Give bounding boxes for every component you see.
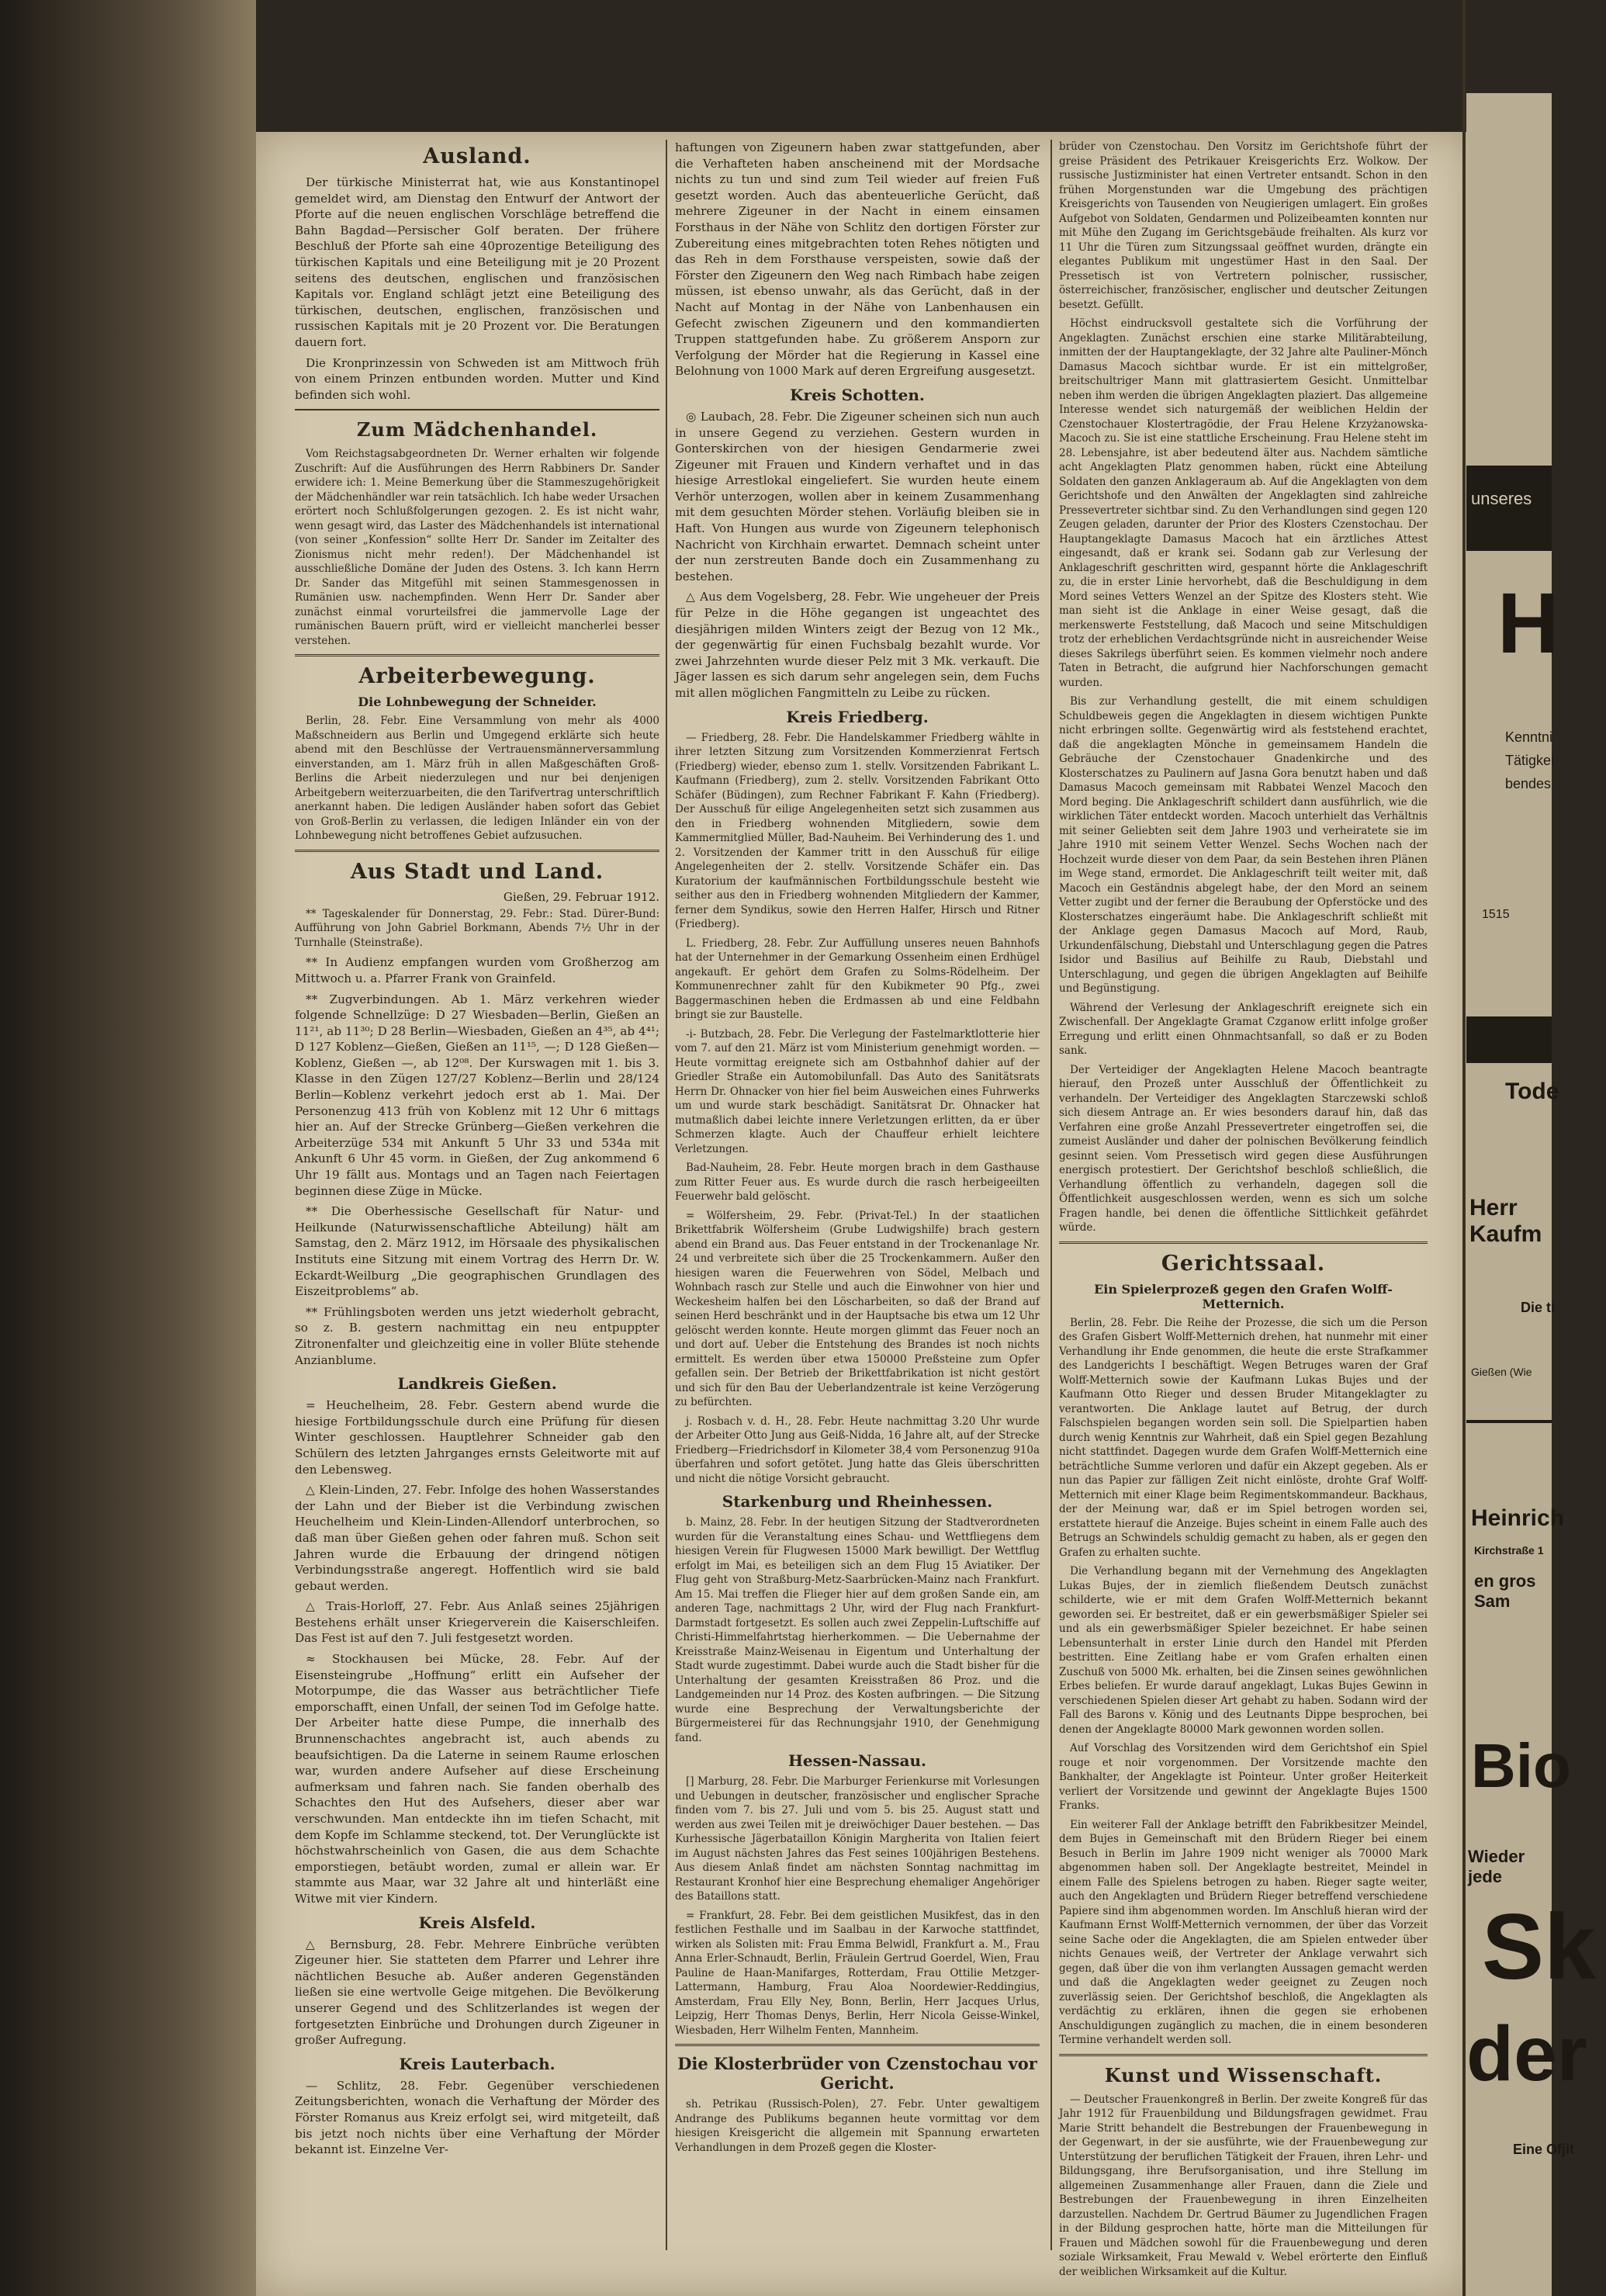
subheading: Ein Spielerprozeß gegen den Grafen Wolff-Metternich.	[1094, 1281, 1393, 1311]
article-text: [] Marburg, 28. Febr. Die Marburger Ferienkurse mit Vorlesungen und Uebungen in deutscher, französischer und englischer Sprache finden vom 7. bis 27. Juli und vom 5. bis 25. August statt und werden aus zwei Teilen mit je dreiwöchiger Dauer bestehen. — Das Kurhessische Jägerbataillon Königin Margherita von Italien feiert im August nächsten Jahres das Fest seines 100jährigen Bestehens. Aus diesem Anlaß findet am nächsten Sonntag nachmittag im Restaurant Kronhof hier eine Besprechung ehemaliger Angehöriger des Bataillons statt.	[675, 1775, 1040, 1903]
ad-rule	[1466, 1420, 1552, 1423]
article-text: Die Kronprinzessin von Schweden ist am Mittwoch früh von einem Prinzen entbunden worden. Mutter und Kind befinden sich wohl.	[295, 355, 659, 402]
adjacent-page-ads	[1466, 93, 1596, 2296]
article-text: Ein weiterer Fall der Anklage betrifft den Fabrikbesitzer Meindel, dem Bujes in Gemeinschaft mit den Brüdern Rieger bei einem Besuch in Berlin im Jahre 1909 nicht weniger als 70000 Mark abgenommen haben soll. Der Angeklagte bestreitet, Meindel in einem Falle des Spielens betrogen zu haben. Rieger sagte weiter, auch den Angeklagten und Brüdern Rieger betreffend verschiedene Papiere sind ihm abgenommen worden. Im Anschluß hieran wird der Kaufmann Ernst Wolff-Metternich vernommen, der über das Vorzeit seine Sache oder die Angeklagten, die am Spielen entweder über nichts Genaues weiß, der Vertreter der Anklage verwahrt sich gegen, daß über die von ihm verlangten Aussagen gemacht werden und daß die Angeklagten weder geeignet zu Zeugen noch zuverlässig seien. Der Gerichtshof beschloß, die Angeklagten als verdächtig zu erklären, ihnen die gegen sie erhobenen Anschuldigungen zugänglich zu machen, die in einem besonderen Termine verhandelt werden soll.	[1059, 1818, 1428, 2046]
article-text: Auf Vorschlag des Vorsitzenden wird dem Gerichtshof ein Spiel rouge et noir vorgenommen. Der Vorsitzende machte den Bankhalter, der Angeklagte ist Pointeur. Unter großer Heiterkeit verliert der Vorsitzende und gewinnt der Angeklagte Bujes 1500 Franks.	[1059, 1742, 1428, 1812]
article-text: brüder von Czenstochau. Den Vorsitz im Gerichtshofe führt der greise Präsident des Petrikauer Kreisgerichts Erz. Wolkow. Der russische Justizminister hat einen Vertreter entsandt. Schon in den frühen Morgenstunden war die Umgebung des prächtigen Kreisgerichts von Tausenden von Neugierigen umlagert. Ein großes Aufgebot von Soldaten, Gendarmen und Polizeibeamten konnten nur mit Mühe den Zugang im Gerichtsgebäude freihalten. Als kurz vor 11 Uhr die Türen zum Sitzungssaal geöffnet wurden, drängte ein elegantes Publikum mit ungestümer Hast in den Saal. Der Pressetisch ist von Vertretern polnischer, russischer, österreichischer, französischer, englischer und deutscher Zeitungen besetzt. Gefüllt.	[1059, 140, 1428, 311]
divider	[675, 2044, 1040, 2046]
article-text: Berlin, 28. Febr. Eine Versammlung von mehr als 4000 Maßschneidern aus Berlin und Umgegend erklärte sich heute abend mit den Beschlüsse der Vertrauensmännerversammlung einverstanden, am 1. März früh in allen Maßgeschäften Groß-Berlins die Arbeit niederzulegen und nur bei denjenigen Arbeitgebern weiterzuarbeiten, die den Tarifvertrag unterschriftlich anerkannt haben. Die ledigen Ausländer haben sofort das Gebiet von Groß-Berlin zu verlassen, die ledigen Inländer ein von der Lohnbewegung nicht betroffenes Gebiet aufzusuchen.	[295, 715, 659, 843]
article-text: Bis zur Verhandlung gestellt, die mit einem schuldigen Schuldbeweis gegen die Angeklagten in diesem wichtigen Punkte nicht erbringen sollte. Gegenwärtig wird als feststehend erachtet, daß die angeklagten Mönche in gemeinsamem Handeln die Gebräuche der Czenstochauer Gnadenkirche und des Klosterschatzes zu Paulinern auf Jasna Gora benutzt haben und daß Damasus Macoch gemeinsam mit Rabbatei Wenzel Macoch den Mord beging. Die Anklageschrift schildert dann ausführlich, wie die wirklichen Täter entdeckt worden. Macoch unterhielt das Verhältnis mit seiner Geliebten seit dem Jahre 1903 und verheiratete sie im Jahre 1910 mit seinem Vetter Wenzel. Sechs Wochen nach der Hochzeit wurde dieser von dem Paar, da sein Bestehen ihren Plänen im Wege stand, ermordet. Die Anklageschrift teilt weiter mit, daß Macoch ein Geständnis abgelegt habe, der den Mord an seinem Vetter zugibt und der ferner die Beraubung der Opferstöcke und des Klosterschatzes eingeräumt habe. Die Anklageschrift schließt mit der Anklage gegen Damasus Macoch auf Mord, Raub, Urkundenfälschung, Diebstahl und Unterschlagung gegen die Patres Isidor und Basilius auf Beihilfe zu Raub, Diebstahl und Unterschlagung, und gegen die übrigen Angeklagten auf Beihilfe und Begünstigung.	[1059, 695, 1428, 995]
ad-text: Bio	[1471, 1731, 1571, 1800]
article-text: b. Mainz, 28. Febr. In der heutigen Sitzung der Stadtverordneten wurden für die Veranstaltung eines Schau- und Wettfliegens dem hiesigen Verein für Flugwesen 15000 Mark bewilligt. Der Wettflug erfolgt im Mai, es beteiligen sich an dem Flug 15 Aviatiker. Der Flug geht von Straßburg-Metz-Saarbrücken-Mainz nach Frankfurt. Am 15. Mai treffen die Flieger hier auf dem großen Sande ein, am anderen Tage, nachmittags 2 Uhr, wird der Flug nach Frankfurt-Darmstadt fortgesetzt. Es sollen auch zwei Zeppelin-Luftschiffe auf Christi-Himmelfahrtstag hierherkommen. — Die Uebernahme der Kreisstraße Mainz-Weisenau in Eigentum und Unterhaltung der Stadt wurde zugestimmt. Dabei wurde auch die Stadt bisher für die Unterhaltung der gesamten Kreisstraßen 86 Proz. und die Landgemeinden nur 14 Proz. des Kosten aufbringen. — Die Sitzung wurde eine Besprechung der Verwaltungsberichte der Bürgermeisterei für das Rechnungsjahr 1910, der Genehmigung fand.	[675, 1516, 1040, 1744]
subheading-hessen-nassau: Hessen-Nassau.	[788, 1751, 926, 1771]
article-text: = Heuchelheim, 28. Febr. Gestern abend wurde die hiesige Fortbildungsschule durch eine Prüfung für diesen Winter geschlossen. Hauptlehrer Schneider gab den Schülern des letzten Jahrganges ernsts Geleitworte mit auf den Lebensweg.	[295, 1398, 659, 1477]
subheading-landkreis: Landkreis Gießen.	[397, 1374, 557, 1394]
article-text: ≈ Stockhausen bei Mücke, 28. Febr. Auf der Eisensteingrube „Hoffnung“ erlitt ein Aufseher der Motorpumpe, die das Wasser aus beträchtlicher Tiefe emporschafft, einen Unfall, der seinen Tod im Gefolge hatte. Der Arbeiter hatte diese Pumpe, die innerhalb des Brunnenschachtes angebracht ist, auch abends zu beaufsichtigen. Da die Laterne in seinem Raume erloschen war, wurden andere Aufseher auf diese Erscheinung aufmerksam und fahren nach. Sie fanden oberhalb des Schachtes den Hut des Aufsehers, dieser aber war verschwunden. Man entdeckte ihn im tiefen Schacht, mit dem Kopfe im Schlamme steckend, tot. Der Verunglückte ist höchstwahrscheinlich von Gasen, die aus dem Schachte emporstiegen, betäubt worden, zumal er allein war. Er stammte aus Maar, war 32 Jahre alt und hinterläßt eine Witwe mit vier Kindern.	[295, 1652, 659, 1906]
ad-text: bendes	[1505, 776, 1552, 791]
section-heading-ausland: Ausland.	[423, 144, 531, 168]
ad-text: unseres	[1471, 489, 1532, 508]
heading-klosterbrueder: Die Klosterbrüder von Czenstochau vor Gericht.	[677, 2054, 1037, 2093]
article-text: sh. Petrikau (Russisch-Polen), 27. Febr. Unter gewaltigem Andrange des Publikums begannen heute vormittag vor dem hiesigen Kreisgericht die allgemein mit Spannung erwarteten Verhandlungen in dem Prozeß gegen die Kloster-	[675, 2098, 1040, 2154]
ad-text: Kirchstraße 1	[1474, 1544, 1544, 1557]
article-text: L. Friedberg, 28. Febr. Zur Auffüllung unseres neuen Bahnhofs hat der Unternehmer in der Gemarkung Ossenheim einen Erdhügel angekauft. Er gehört dem Grafen zu Solms-Rödelheim. Der Kommunenrechner zahlt für den Kubikmeter 90 Pfg., zwei Baggermaschinen heben die Erdmassen ab und eine Feldbahn bringt sie zur Baustelle.	[675, 937, 1040, 1022]
article-text: △ Trais-Horloff, 27. Febr. Aus Anlaß seines 25jährigen Bestehens erhält unser Kriegerverein die Kaiserschleifen. Das Fest ist auf den 7. Juli festgesetzt worden.	[295, 1599, 659, 1646]
article-text: ** In Audienz empfangen wurden vom Großherzog am Mittwoch u. a. Pfarrer Frank von Grainfeld.	[295, 955, 659, 985]
column-rule	[666, 140, 667, 2250]
article-text: Bad-Nauheim, 28. Febr. Heute morgen brach in dem Gasthause zum Ritter Feuer aus. Es wurde durch die rasch herbeigeeilten Feuerwehr bald gelöscht.	[675, 1162, 1040, 1203]
section-heading-stadt-und-land: Aus Stadt und Land.	[350, 859, 604, 884]
article-text: △ Bernsburg, 28. Febr. Mehrere Einbrüche verübten Zigeuner hier. Sie statteten dem Pfarrer und Lehrer ihre nächtlichen Besuche ab. Außer anderen Gegenständen ließen sie eine wertvolle Geige mitgehen. Die Bevölkerung unserer Gegend und des Schlitzerlandes ist wegen der fortgesetzten Einbrüche und Drohungen durch Zigeuner in großer Aufregung.	[295, 1937, 659, 2048]
article-text: Die Verhandlung begann mit der Vernehmung des Angeklagten Lukas Bujes, der in ziemlich fließendem Deutsch zunächst schilderte, wie er mit dem Grafen Wolff-Metternich bekannt geworden sei. Er bestreitet, daß er ein gewerbsmäßiger Spieler sei und als ein gewerbsmäßiger Spieler bezeichnet. Er habe seinen Lebensunterhalt in erster Linie durch den Handel mit Pferden bestritten. Eine Zeitlang habe er vom Grafen erhalten einen Zuschuß von 5000 Mk. erhalten, bei die Zinsen seines gewöhnlichen Erbes beliefen. Er wurde darauf angeklagt, Lukas Bujes Gewinn in verschiedenen Spielen dieser Art gehabt zu haben. Sodann wird der Fall des Barons v. König und des Leutnants Dippe besprochen, bei denen der Angeklagte 80000 Mark gewonnen worden sollen.	[1059, 1565, 1428, 1736]
subheading-alsfeld: Kreis Alsfeld.	[418, 1913, 536, 1932]
article-text: ** Tageskalender für Donnerstag, 29. Febr.: Stad. Dürer-Bund: Aufführung von John Gabriel Borkmann, Abends 7½ Uhr in der Turnhalle (Steinstraße).	[295, 907, 659, 949]
subheading-friedberg: Kreis Friedberg.	[786, 707, 929, 726]
dateline: Gießen, 29. Februar 1912.	[503, 889, 659, 904]
ad-text: Gießen (Wie	[1471, 1366, 1532, 1378]
ad-text: Tode	[1505, 1079, 1559, 1104]
article-text: Während der Verlesung der Anklageschrift ereignete sich ein Zwischenfall. Der Angeklagte Gramat Czganow erlitt infolge großer Erregung und erlitt einen Ohnmachtsanfall, so daß er zu Boden sank.	[1059, 1001, 1428, 1057]
article-text: — Schlitz, 28. Febr. Gegenüber verschiedenen Zeitungsberichten, wonach die Verhaftung der Mörder des Förster Romanus aus Kreiz erfolgt sei, wird mitgeteilt, daß bis jetzt noch nichts über eine Verhaftung der Mörder bekannt ist. Einzelne Ver-	[295, 2078, 659, 2157]
divider	[295, 850, 659, 852]
article-text: Der Verteidiger der Angeklagten Helene Macoch beantragte hierauf, den Prozeß unter Ausschluß der Öffentlichkeit zu verhandeln. Der Verteidiger des Angeklagten Starczewski schloß sich diesem Antrage an. Er wies besonders darauf hin, daß das Verfahren eine große Anzahl Pressevertreter eingetroffen sei, die zumeist Ausländer und daher der polnischen Bevölkerung feindlich gesinnt seien. Vom Pressetisch wird gegen diese Ausführungen energisch protestiert. Der Gerichtshof beschloß schließlich, die Verhandlung öffentlich zu verhandeln, dagegen soll die Öffentlichkeit ausgeschlossen werden, wenn es sich um solche Fragen handle, bei denen die öffentliche Sittlichkeit gefährdet würde.	[1059, 1063, 1428, 1234]
article-text: Der türkische Ministerrat hat, wie aus Konstantinopel gemeldet wird, am Dienstag den Entwurf der Antwort der Pforte auf die neuen englischen Vorschläge betreffend die Bahn Bagdad—Persischer Golf beraten. Der frühere Beschluß der Pforte sah eine 40prozentige Beteiligung des türkischen Kapitals und eine Beteiligung mit je 20 Prozent seitens des deutschen, englischen und französischen Kapitals vor. England schlägt jetzt eine Beteiligung des türkischen, deutschen, englischen, französischen und russischen Kapitals mit je 20 Prozent vor. Die Beratungen dauern fort.	[295, 175, 659, 349]
ad-text: Heinrich	[1471, 1505, 1565, 1531]
article-text: Berlin, 28. Febr. Die Reihe der Prozesse, die sich um die Person des Grafen Gisbert Wolff-Metternich drehen, hat nunmehr mit einer Verhandlung ihr Ende genommen, die heute die erste Strafkammer des Landgerichts I beschäftigt. Wegen Betruges waren der Graf Wolff-Metternich sowie der Kaufmann Lukas Bujes und der Kaufmann Otto Rieger und dessen Bruder Mitangeklagter zu verantworten. Die Anklage lautet auf Betrug, der durch Falschspielen begangen worden sein soll. Die Spielpartien haben durch wenig Kenntnis zur Wahrheit, daß ein Spiel gegen Bezahlung nicht stattfindet. Dagegen wurde dem Grafen Wolff-Metternich eine beträchtliche Summe verloren und dafür ein Akzept gegeben. Als er nun das Papier zur fälligen Zeit nicht einlöste, drohte Graf Wolff-Metternich mit einer Klage beim Regimentskommandeur. Backhaus, der der Meinung war, daß er im Spiel betrogen worden sei, erstattete hierauf die Anzeige. Bujes scheint in einem Falle auch des Betrugs an Schwindels schuldig gemacht zu haben, als er gegen den Grafen zu erhalten suchte.	[1059, 1316, 1428, 1559]
section-heading-maedchenhandel: Zum Mädchenhandel.	[356, 418, 598, 442]
ad-text: der	[1466, 2010, 1587, 2097]
article-text: j. Rosbach v. d. H., 28. Febr. Heute nachmittag 3.20 Uhr wurde der Arbeiter Otto Jung aus Geiß-Nidda, 16 Jahre alt, auf der Strecke Friedberg—Friedrichsdorf in Kilometer 38,4 vom Personenzug 910a überfahren und sofort getötet. Jung hatte das Gleis überschritten und nicht die nötige Vorsicht gebraucht.	[675, 1415, 1040, 1485]
article-text: = Frankfurt, 28. Febr. Bei dem geistlichen Musikfest, das in den festlichen Festhalle und im Saalbau in der Karwoche stattfindet, wirken als Solisten mit: Frau Emma Belwidl, Frankfurt a. M., Frau Anna Erler-Schnaudt, Berlin, Fräulein Gertrud Goerdel, Wien, Frau Pauline de Haan-Manifarges, Rotterdam, Frau Ottilie Metzger-Lattermann, Hamburg, Frau Aloa Noordewier-Reddingius, Amsterdam, Frau Elly Ney, Bonn, Berlin, Herr Jacques Urlus, Leipzig, Herr Thomas Denys, Berlin, Herr Nicola Geisse-Winkel, Wiesbaden, Herr Wilhelm Fenten, Mannheim.	[675, 1909, 1040, 2037]
divider	[295, 654, 659, 656]
column-1	[295, 140, 659, 2266]
column-rule	[1050, 140, 1052, 2250]
ad-text: en gros Sam	[1474, 1571, 1536, 1611]
article-text: ◎ Laubach, 28. Febr. Die Zigeuner scheinen sich nun auch in unsere Gegend zu verziehen. Gestern wurden in Gonterskirchen von der hiesigen Gendarmerie zwei Zigeuner mit Frauen und Kindern verhaftet und in das hiesige Arrestlokal eingeliefert. Sie wurden heute einem Verhör unterzogen, wollen aber in keinem Zusammenhang mit dem gesuchten Mörder stehen. Vorläufig bleiben sie in Haft. Von Hungen aus wurde von Zigeunern telephonisch Nachricht von Kirchhain erwartet. Demnach scheint unter der nun zerstreuten Bande doch ein Zusammenhang zu bestehen.	[675, 409, 1040, 584]
article-text: △ Klein-Linden, 27. Febr. Infolge des hohen Wasserstandes der Lahn und der Bieber ist die Verbindung zwischen Heuchelheim und Klein-Linden-Allendorf unterbrochen, so daß man über Gießen gehen oder fahren muß. Schon seit Jahren wurde die Erbauung der dringend nötigen Verbindungsstraße angeregt. Hoffentlich wird sie bald gebaut werden.	[295, 1483, 659, 1593]
section-heading-gerichtssaal: Gerichtssaal.	[1161, 1251, 1326, 1276]
article-text: ** Frühlingsboten werden uns jetzt wiederholt gebracht, so z. B. gestern nachmittag ein neu entpuppter Zitronenfalter und gleichzeitig eine in voller Blüte stehende Anzianblume.	[295, 1304, 659, 1367]
article-text: = Wölfersheim, 29. Febr. (Privat-Tel.) In der staatlichen Brikettfabrik Wölfersheim (Grube Ludwigshilfe) brach gestern abend ein Brand aus. Das Feuer entstand in der Trockenanlage Nr. 24 und verbreitete sich über die 25 Trockenkammern. Außer den hiesigen waren die Feuerwehren von Södel, Melbach und Wohnbach rasch zur Stelle und auch die Einwohner von hier und Weckesheim halfen bei den Löscharbeiten, so daß der Brand auf seinen Herd beschränkt und in der Hauptsache bis etwa um 12 Uhr gelöscht werden konnte. Heute morgen glimmt das Feuer noch an und dort auf. Ueber die Entstehung des Brandes ist noch nichts ermittelt. Es werden über etwa 150000 Preßsteine zum Opfer gefallen sein. Der Betrieb der Brikettfabrikation ist nicht gestört und sich für den Bau der Ueberlandzentrale ist keine Verzögerung zu befürchten.	[675, 1209, 1040, 1409]
subheading-starkenburg: Starkenburg und Rheinhessen.	[722, 1492, 993, 1512]
ad-text: Wieder jede	[1468, 1847, 1525, 1886]
ad-text: Sk	[1482, 1895, 1596, 1999]
article-columns	[295, 140, 1459, 2278]
column-3	[1059, 140, 1428, 2278]
article-text: — Friedberg, 28. Febr. Die Handelskammer Friedberg wählte in ihrer letzten Sitzung zum Vorsitzenden Kommerzienrat Fertsch (Friedberg) wieder, ebenso zum 1. stellv. Vorsitzenden Fabrikant L. Kaufmann (Friedberg), zum 2. stellv. Vorsitzenden Fabrikant Otto Schäfer (Büdingen), zum Rechner Fabrikant F. Kahn (Friedberg). Der Ausschuß für eilige Angelegenheiten setzt sich zusammen aus den in Friedberg wohnenden Mitgliedern, sowie dem Kammermitglied Müller, Bad-Nauheim. Bei Verhinderung des 1. und 2. Vorsitzenden der Kammer tritt in den Ausschuß für eilige Angelegenheiten der 2. stellv. Vorsitzende Schäfer ein. Das Kuratorium der kaufmännischen Fortbildungsschule besteht wie seither aus den in Friedberg wohnenden Mitgliedern der Kammer, ferner dem Syndikus, sowie den Herren Halfer, Hirsch und Ritner (Friedberg).	[675, 731, 1040, 931]
ad-text: Tätigkei	[1505, 753, 1555, 768]
article-text: -i- Butzbach, 28. Febr. Die Verlegung der Fastelmarktlotterie hier vom 7. auf den 21. März ist vom Ministerium genehmigt worden. — Heute vormittag ereignete sich am Ostbahnhof dahier auf der Griedler Straße ein Automobilunfall. Das Auto des Sanitätsrats Herrn Dr. Ohnacker von hier fiel beim Ausweichen eines Fuhrwerks um und wurde stark beschädigt. Sanitätsrat Dr. Ohnacker hat mutmaßlich dabei leichte innere Verletzungen erlitten, da er über Schmerzen klagte. Auch der Chauffeur erhielt leichtere Verletzungen.	[675, 1027, 1040, 1155]
article-text: ** Die Oberhessische Gesellschaft für Natur- und Heilkunde (Naturwissenschaftliche Abteilung) hält am Samstag, den 2. März 1912, im Hörsaale des physikalischen Instituts eine Sitzung mit einem Vortrag des Herrn Dr. W. Eckardt-Weilburg „Die geographischen Grundlagen des Eiszeitproblems“ ab.	[295, 1204, 659, 1299]
ad-initial: H	[1497, 576, 1559, 671]
left-page-edge	[0, 0, 256, 2296]
ad-black-band	[1466, 1016, 1552, 1063]
ad-text: Kenntni	[1505, 729, 1553, 745]
article-text: ** Zugverbindungen. Ab 1. März verkehren wieder folgende Schnellzüge: D 27 Wiesbaden—Berlin, Gießen an 11²¹, ab 11³⁰; D 28 Berlin—Wiesbaden, Gießen an 4³⁵, ab 4⁴¹; D 127 Koblenz—Gießen, Gießen an 11¹⁵, —; D 128 Gießen—Koblenz, Gießen —, ab 12⁰⁸. Der Kurswagen mit 1. bis 3. Klasse in den Zügen 127/27 Koblenz—Berlin und 28/124 Berlin—Koblenz verkehrt jedoch erst ab 1. Mai. Der Personenzug 413 früh von Koblenz mit 12 Uhr 6 mittags hier an. Auf der Strecke Grünberg—Gießen verkehren die Arbeiterzüge 534 mit Ankunft 5 Uhr 33 und 534a mit Ankunft 6 Uhr 45 vorm. in Gießen, der Zug ankommend 6 Uhr 19 fällt aus. Montags und an Tagen nach Feiertagen beginnen diese Züge in Mücke.	[295, 992, 659, 1198]
divider	[1059, 2054, 1428, 2056]
article-text: Höchst eindrucksvoll gestaltete sich die Vorführung der Angeklagten. Zunächst erschien eine starke Militärabteilung, inmitten der der Hauptangeklagte, der 32 Jahre alte Pauliner-Mönch Damasus Macoch sichtbar wurde. Er ist ein mittelgroßer, breitschultriger Mann mit glattrasiertem Gesicht. Unmittelbar neben ihm werden die übrigen Angeklagten plaziert. Das allgemeine Interesse wendet sich naturgemäß der weiblichen Heldin der Czenstochauer Klostertragödie, der Frau Helene Krzyżanowska-Macoch zu. Sie ist eine stattliche Erscheinung. Frau Helene steht im 28. Lebensjahre, ist aber bedeutend älter aus. Nachdem sämtliche acht Angeklagten Platz genommen haben, rückt eine Abteilung Soldaten den ganzen Anklageraum ab. Auf die Angeklagten von dem Gerichtshofe und den Anwälten der Angeklagten sind zahlreiche Pressevertreter sichtbar sind. Zu den Verhandlungen sind gegen 120 Zeugen geladen, darunter der Prior des Klosters Czenstochau. Der Hauptangeklagte Damasus Macoch hat ein ärztliches Attest eingesandt, daß er krank sei. Sodann gab zur Verlesung der Anklageschrift geschritten wird, gespannt hörte die Anklageschrift zu, die in erster Linie hervorhebt, daß die Beschuldigung in dem Mord seines Vetters Wenzel an der Spitze des Klosters steht. Wie man sieht ist die Anklage in einer Weise gesagt, daß die merkenswerte Feststellung, daß Macoch und seine Mitschuldigen trotz der erheblichen Verdachtsgründe nicht in ausreichender Weise dieses Sakrilegs überführt seien. Es kommen vielmehr noch andere Taten in Betracht, die aufgrund hier Nachforschungen gemacht wurden.	[1059, 317, 1428, 689]
column-2	[675, 140, 1040, 2266]
ad-text: 1515	[1482, 908, 1510, 921]
article-text: Vom Reichstagsabgeordneten Dr. Werner erhalten wir folgende Zuschrift: Auf die Ausführungen des Herrn Rabbiners Dr. Sander erwidere ich: 1. Meine Bemerkung über die Stammeszugehörigkeit der Mädchenhändler war rein tatsächlich. Ich habe weder Ursachen erörtert noch Schlußfolgerungen gezogen. 2. Es ist nicht wahr, wenn gesagt wird, das Laster des Mädchenhandels ist international (von seiner „Konfession“ sollte Herr Dr. Sander im Zeitalter des Zionismus nicht mehr reden!). Der Mädchenhandel ist ausschließliche Domäne der Juden des Ostens. 3. Ich kann Herrn Dr. Sander das Mitgefühl mit seinen Stammesgenossen in Rumänien usw. nachempfinden. Wenn Herr Dr. Sander aber zunächst einmal vorurteilsfrei die jammervolle Lage der rumänischen Bauern prüft, wird er vielleicht mancherlei besser verstehen.	[295, 448, 659, 647]
subheading: Die Lohnbewegung der Schneider.	[358, 694, 597, 710]
ad-text: Herr Kaufm	[1469, 1195, 1542, 1247]
ad-text: Die ti	[1521, 1300, 1556, 1315]
section-heading-arbeiterbewegung: Arbeiterbewegung.	[358, 664, 596, 689]
subheading-schotten: Kreis Schotten.	[790, 385, 925, 404]
subheading-lauterbach: Kreis Lauterbach.	[399, 2054, 556, 2073]
article-text: — Deutscher Frauenkongreß in Berlin. Der zweite Kongreß für das Jahr 1912 für Frauenbildung und Bildungsfragen gewidmet. Frau Marie Stritt behandelt die Bestrebungen der Frauenbewegung in der Gegenwart, in der sie ausführte, wie der Frauenbewegung zur Unterstützung der beruflichen Tätigkeit der Frauen, ihren Lehr- und Bildungsgang, ihre Berufsorganisation, und ihre Stellung im allgemeinen Zusammenhange aller Frauen, dann die Ziele und Bestrebungen der Frauenbewegung in ihren Einzelheiten darzustellen. Nachdem Dr. Gertrud Bäumer zu Jugendlichen Fragen in der Bildung gesprochen hatte, hörte man die Mitteilungen für Frauen und Mädchen sowohl für die Frauenbewegung und deren soziale Wirksamkeit, Frau Mewald v. Webel erörterte den Einfluß der weiblichen Wirksamkeit auf die Kultur.	[1059, 2093, 1428, 2278]
ad-text: Eine Ofjit	[1513, 2142, 1575, 2157]
divider	[295, 409, 659, 410]
page-gutter	[1462, 0, 1466, 2296]
divider	[1059, 1242, 1428, 1244]
article-text: haftungen von Zigeunern haben zwar stattgefunden, aber die Verhafteten haben anscheinend mit der Mordsache nichts zu tun und sind zum Teil wieder auf freien Fuß gesetzt worden. Auch das abenteuerliche Gerücht, daß mehrere Zigeuner in der Nacht in einem einsamen Forsthaus in der Nähe von Schlitz den dortigen Förster zur Zubereitung eines mitgebrachten toten Rehes nötigten und das Reh in dem Forsthause verspeisten, sowie daß der Förster den Zigeunern den Weg nach Rimbach habe zeigen müssen, ist ebenso unwahr, als das Gerücht, daß in der Nacht auf Montag in der Nähe von Lanbenhausen ein Gefecht zwischen Zigeunern und den kommandierten Truppen stattgefunden habe. Zu größerem Ansporn zur Verfolgung der Mörder hat die Regierung in Kassel eine Belohnung von 1000 Mark auf deren Ergreifung ausgesetzt.	[675, 140, 1040, 379]
article-text: △ Aus dem Vogelsberg, 28. Febr. Wie ungeheuer der Preis für Pelze in die Höhe gegangen ist ungeachtet des diesjährigen milden Winters zeigt der Bezug von 12 Mk., der gegenwärtig für einen Fuchsbalg bezahlt wurde. Vor zwei Jahrzehnten wurde dieser Pelz mit 3 Mk. verkauft. Die Jäger lassen es sich darum sehr angelegen sein, dem Fuchs mit allen möglichen Fangmitteln zu Leibe zu rücken.	[675, 590, 1040, 700]
section-heading-kunst: Kunst und Wissenschaft.	[1104, 2063, 1383, 2086]
